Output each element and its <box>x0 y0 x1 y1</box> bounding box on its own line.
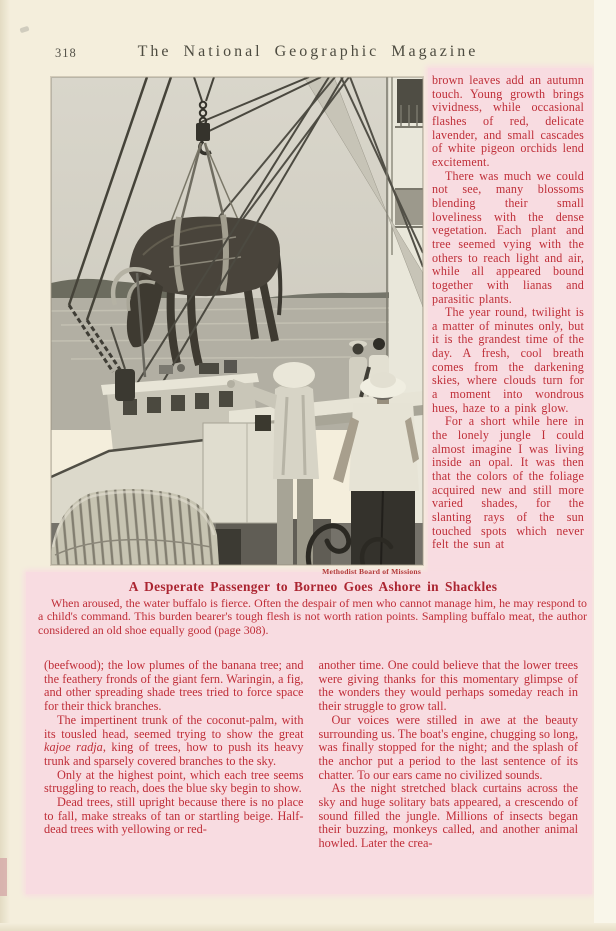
paragraph: another time. One could believe that the lower trees were giving thanks for this momentary glimpse of the wonders they would perhaps someday reach in their struggle to grow tall. <box>318 658 578 714</box>
photo-credit: Methodist Board of Missions <box>322 567 421 576</box>
paragraph: Dead trees, still upright because there is no place to fall, make streaks of tan or startling beige. Half-dead trees with yellowing or red- <box>44 795 304 837</box>
page-title: The National Geographic Magazine <box>137 43 479 60</box>
paragraph: The year round, twilight is a matter of minutes only, but it is the grandest time of the day. A fresh, cool breath comes from the darkening skies, where clouds turn for a moment into wondrous hues, haze to a pink glow. <box>432 305 584 415</box>
paragraph: brown leaves add an autumn touch. Young growth brings vividness, while occasional flashes of red, delicate lavender, and small cascades of white pigeon orchids lend excitement. <box>432 74 584 169</box>
scan-speck <box>19 26 29 34</box>
caption-title: A Desperate Passenger to Borneo Goes Ashore in Shackles <box>128 579 498 594</box>
page-edge-right <box>594 0 616 931</box>
italic-term: kajoe radja <box>44 740 103 755</box>
paragraph-text: , king of trees, how to push its heavy trunk and sparsely covered branches to the sky. <box>44 740 304 768</box>
paragraph <box>44 714 304 769</box>
paragraph: (beefwood); the low plumes of the banana tree; and the feathery fronds of the giant fern. Waringin, a fig, and other spreading shade trees tried to force space for their thick branches. <box>44 658 304 714</box>
paragraph: Our voices were stilled in awe at the beauty surrounding us. The boat's engine, chugging so long, was finally stopped for the night; and the splash of the anchor put a period to the last sentence of its chatter. To our ears came no civilized sounds. <box>318 712 579 782</box>
column-right-top <box>432 74 584 658</box>
pith-helmet <box>273 362 315 388</box>
body-columns <box>44 659 578 851</box>
paragraph: There was much we could not see, many blossoms blending their small loveliness with the dense vegetation. Each plant and tree seemed vying with the others to reach light and air, while all appeared bound together with lianas and parasitic plants. <box>432 168 584 306</box>
column-left-bottom <box>44 659 304 851</box>
page-number: 318 <box>55 46 77 60</box>
paragraph-text: The impertinent trunk of the coconut-palm, with its tousled head, seemed trying to show the great <box>44 712 304 741</box>
photo-illustration <box>51 77 423 565</box>
pulley-block <box>115 369 135 401</box>
paragraph: For a short while here in the lonely jungle I could almost imagine I was living inside an opal. It was then that the colors of the foliage acquired new and still more varied shades, for the slanting rays of the sun touched spots which never felt the sun at <box>432 414 584 552</box>
column-right-bottom <box>319 659 579 851</box>
paragraph: Only at the highest point, which each tree seems struggling to reach, does the blue sky begin to show. <box>44 767 304 796</box>
scan-edge-smudge <box>0 858 7 896</box>
page-edge-shadow-left <box>0 0 10 931</box>
paragraph: As the night stretched black curtains across the sky and huge solitary bats appeared, a crescendo of sound filled the jungle. Millions of insects began their buzzing, monkeys called, and another animal howled. Later the crea- <box>318 781 578 851</box>
caption-body: When aroused, the water buffalo is fierce. Often the despair of men who cannot manage him, he may respond to a child's command. This burden bearer's tough flesh is not worth ration points. Sampling buffalo meat, the author considered an old shoe equally good (page 308). <box>38 596 587 637</box>
photo-water-buffalo-hoisted <box>51 77 423 565</box>
page-edge-bottom <box>0 923 616 931</box>
